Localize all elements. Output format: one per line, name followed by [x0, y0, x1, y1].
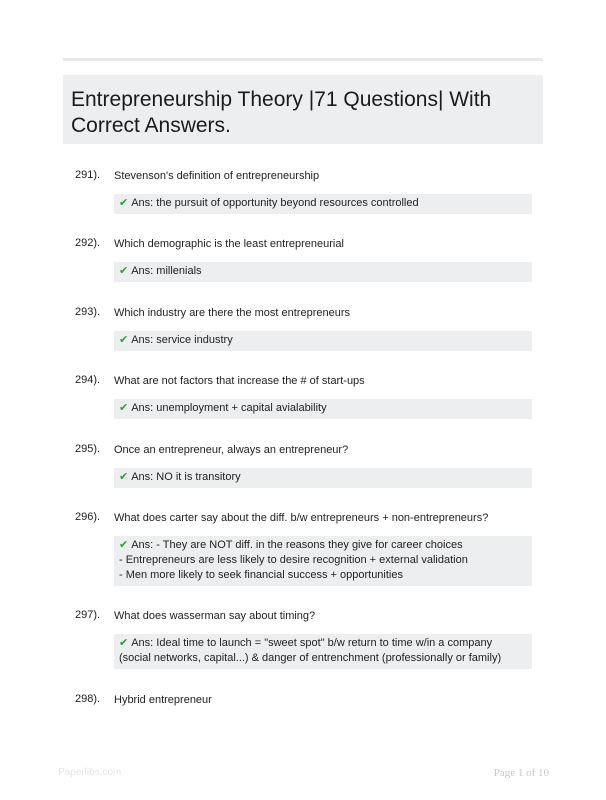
answer-box: [114, 399, 532, 419]
answer-line: - Men more likely to seek financial success + opportunities: [119, 569, 403, 581]
top-divider: [63, 58, 543, 61]
question-text: Once an entrepreneur, always an entrepreneur?: [114, 444, 349, 456]
footer-watermark: Paperlibs.com: [58, 767, 122, 778]
answer-text: Ans: millenials: [131, 265, 202, 277]
question-number: 293).: [75, 306, 101, 318]
answer-box: [114, 634, 532, 669]
check-icon: ✔: [119, 402, 129, 414]
question-text: Stevenson's definition of entrepreneurship: [114, 170, 320, 182]
answer-text: Ans: Ideal time to launch = "sweet spot" b/w return to time w/in a company (social networks, capital...) & danger of entrenchment (professionally or family): [119, 637, 502, 664]
answer-text: Ans: - They are NOT diff. in the reasons they give for career choices: [131, 539, 463, 551]
check-icon: ✔: [119, 265, 129, 277]
page-title: Entrepreneurship Theory |71 Questions| With Correct Answers.: [71, 88, 492, 137]
answer-box: [114, 468, 532, 488]
answer-box: [114, 331, 532, 351]
question-number: 291).: [75, 169, 101, 181]
question-number: 292).: [75, 237, 101, 249]
check-icon: ✔: [119, 539, 129, 551]
answer-box: [114, 194, 532, 214]
question-text: What are not factors that increase the # of start-ups: [114, 375, 365, 387]
answer-text: Ans: service industry: [131, 334, 233, 346]
check-icon: ✔: [119, 637, 129, 649]
question-number: 297).: [75, 609, 101, 621]
answer-box: [114, 262, 532, 282]
page-number: Page 1 of 10: [493, 767, 549, 779]
answer-text: Ans: the pursuit of opportunity beyond resources controlled: [131, 197, 419, 209]
question-text: What does carter say about the diff. b/w entrepreneurs + non-entrepreneurs?: [114, 512, 489, 524]
question-text: Which demographic is the least entrepreneurial: [114, 238, 344, 250]
answer-line: [119, 538, 524, 553]
question-text: What does wasserman say about timing?: [114, 610, 316, 622]
question-number: 294).: [75, 374, 101, 386]
answer-box: [114, 536, 532, 586]
answer-line: - Entrepreneurs are less likely to desire recognition + external validation: [119, 554, 468, 566]
check-icon: ✔: [119, 197, 129, 209]
question-number: 295).: [75, 443, 101, 455]
check-icon: ✔: [119, 471, 129, 483]
question-number: 296).: [75, 511, 101, 523]
title-banner: [63, 75, 543, 144]
question-text: Which industry are there the most entrepreneurs: [114, 307, 351, 319]
answer-text: Ans: NO it is transitory: [131, 471, 241, 483]
question-number: 298).: [75, 693, 101, 705]
question-text: Hybrid entrepreneur: [114, 694, 212, 706]
answer-text: Ans: unemployment + capital avialability: [131, 402, 327, 414]
check-icon: ✔: [119, 334, 129, 346]
